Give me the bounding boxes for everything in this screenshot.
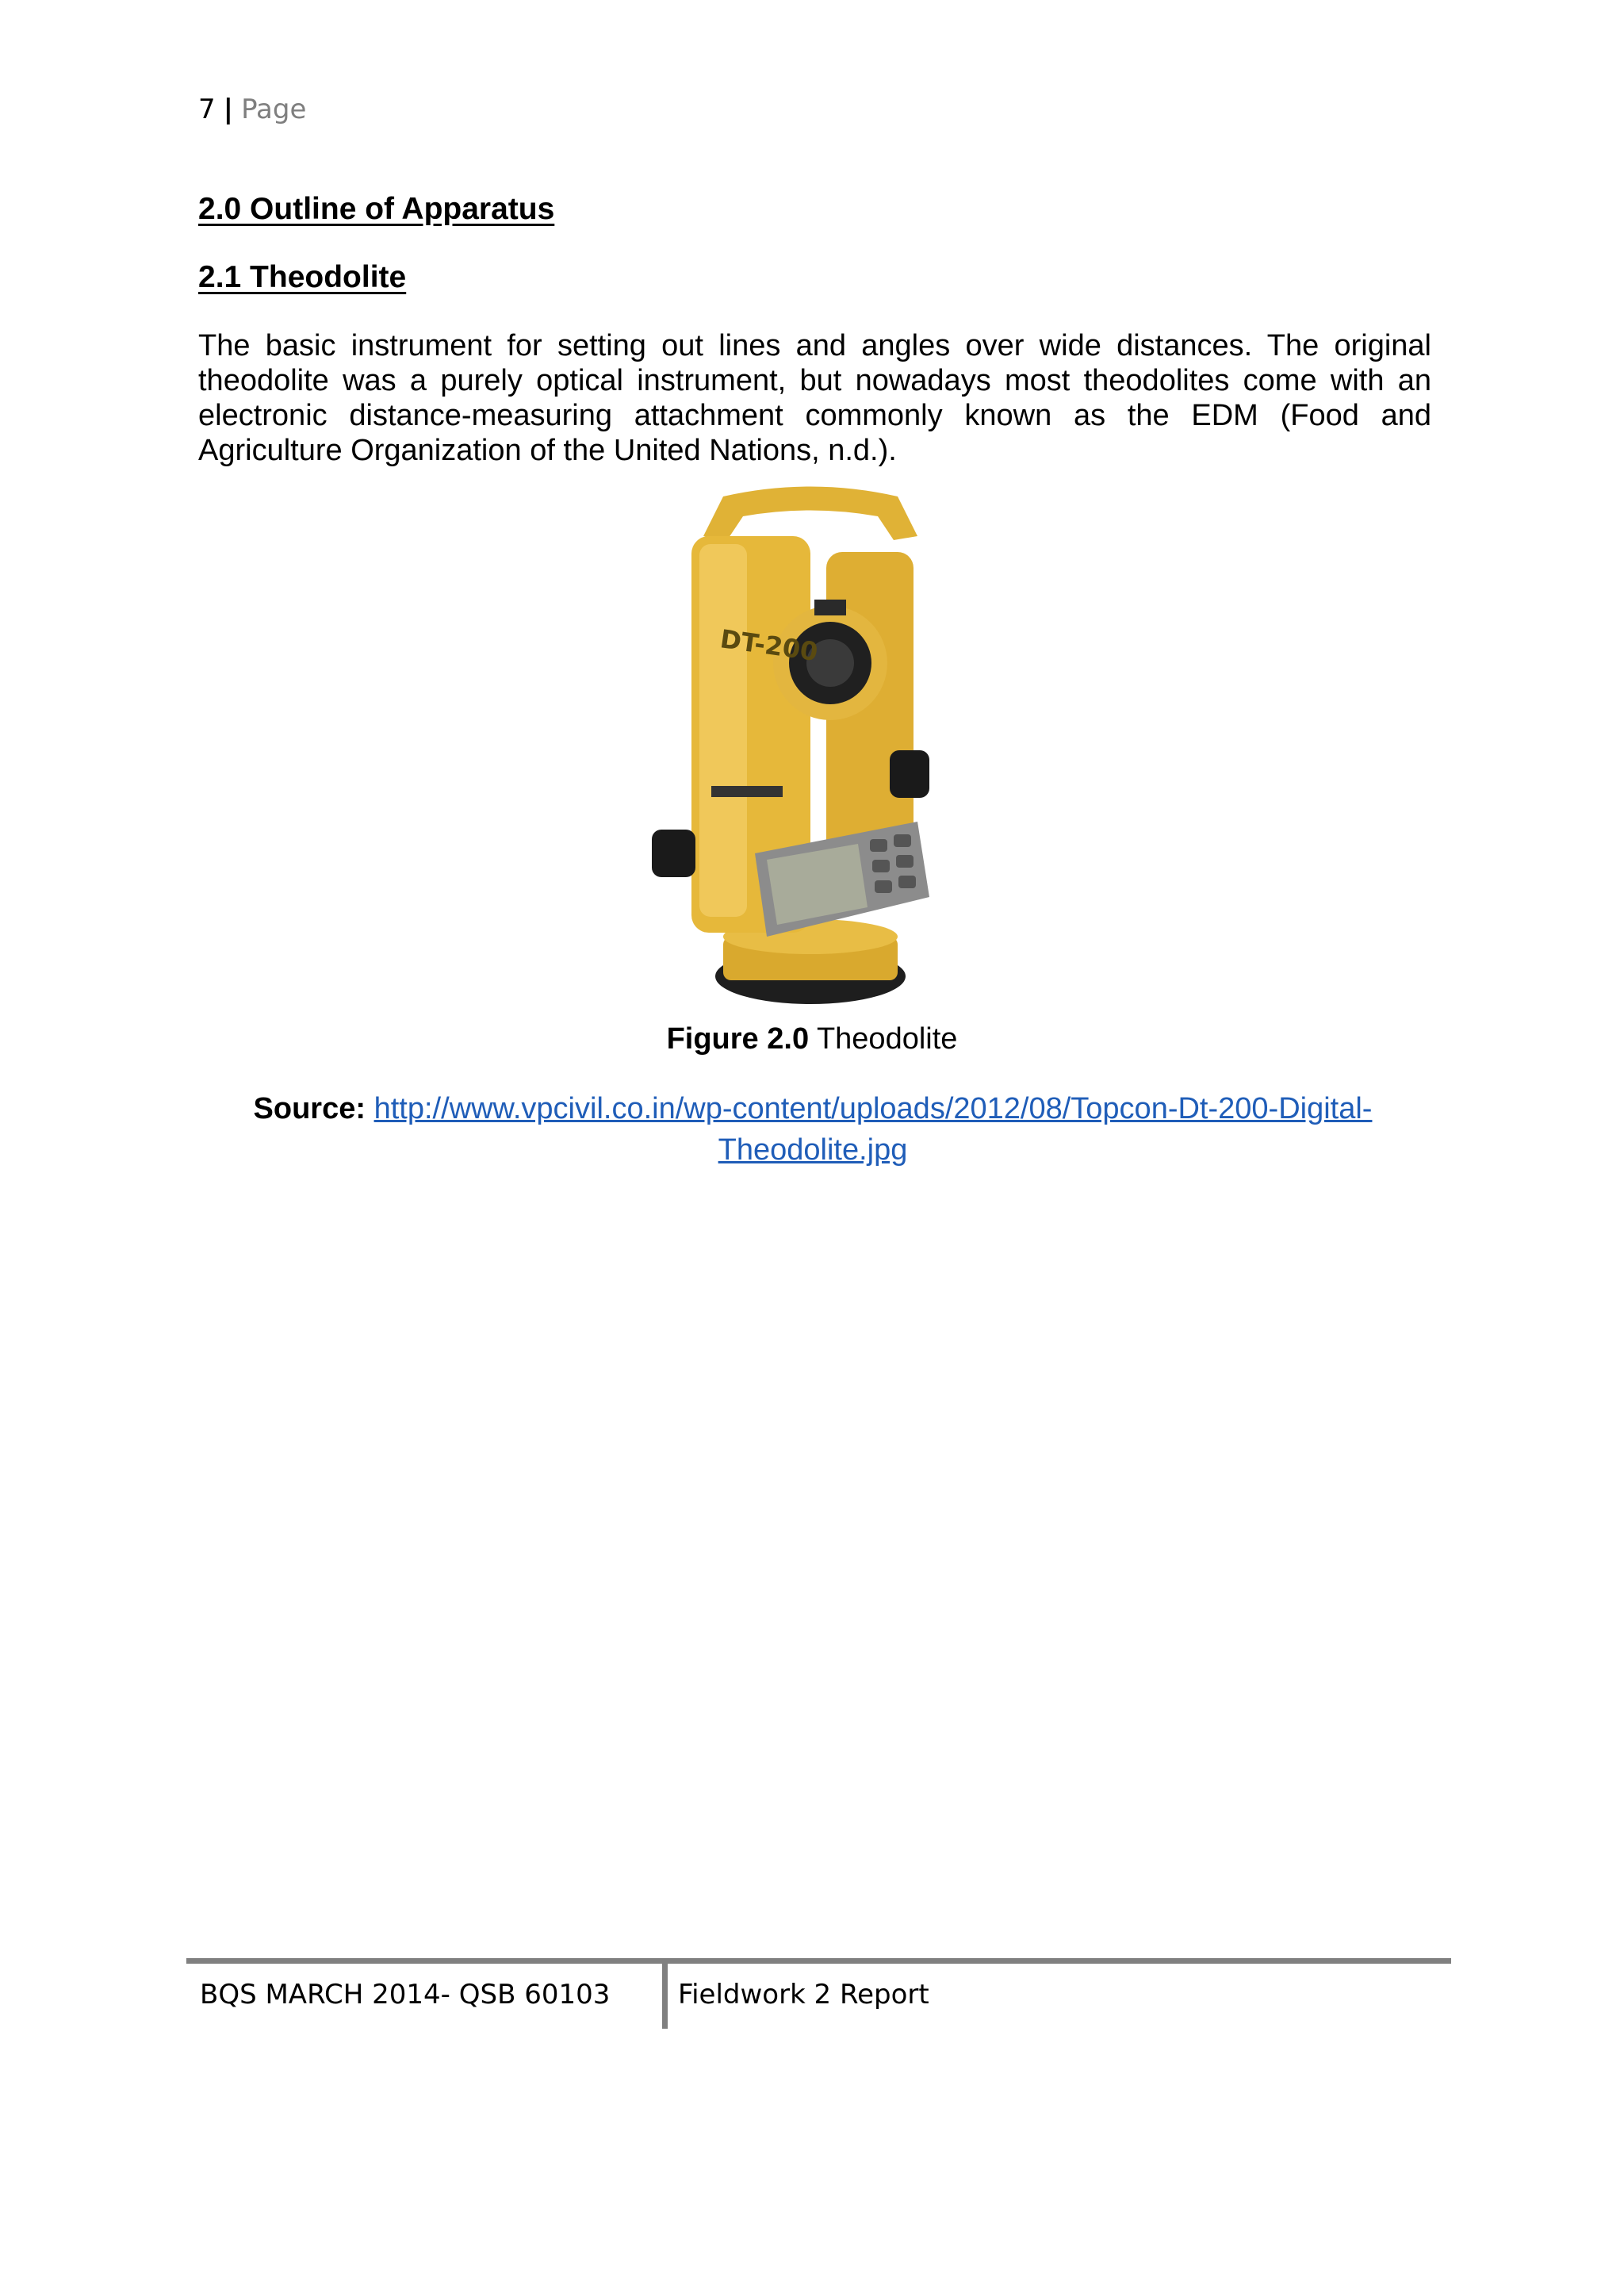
section-heading: 2.0 Outline of Apparatus	[198, 192, 555, 226]
page-separator: |	[223, 94, 234, 125]
theodolite-image	[636, 481, 985, 1020]
page-label: Page	[241, 94, 307, 125]
footer-report-title: Fieldwork 2 Report	[678, 1979, 929, 2010]
figure-source	[238, 1088, 1388, 1171]
footer-course-code: BQS MARCH 2014- QSB 60103	[200, 1979, 611, 2010]
source-link-line2: Theodolite.jpg	[718, 1133, 908, 1167]
page-number: 7	[198, 94, 216, 125]
footer-rule	[186, 1958, 1451, 1964]
source-link[interactable]	[374, 1092, 1373, 1167]
figure-caption	[0, 1022, 1624, 1056]
figure-caption-number: Figure 2.0	[666, 1022, 810, 1056]
model-label: DT-200	[718, 623, 820, 668]
page-header	[198, 94, 306, 125]
body-paragraph: The basic instrument for setting out lines and angles over wide distances. The original theodolite was a purely optical instrument, but nowadays most theodolites come with an electronic distance-measuring attachment commonly known as the EDM (Food and Agriculture Organization of the United Nations, n.d.).	[198, 329, 1431, 467]
footer-divider	[662, 1962, 668, 2029]
subsection-heading: 2.1 Theodolite	[198, 260, 407, 294]
source-link-line1: http://www.vpcivil.co.in/wp-content/uploads/2012/08/Topcon-Dt-200-Digital-	[373, 1092, 1373, 1125]
figure-caption-text: Theodolite	[816, 1022, 958, 1056]
source-label: Source:	[253, 1092, 366, 1125]
